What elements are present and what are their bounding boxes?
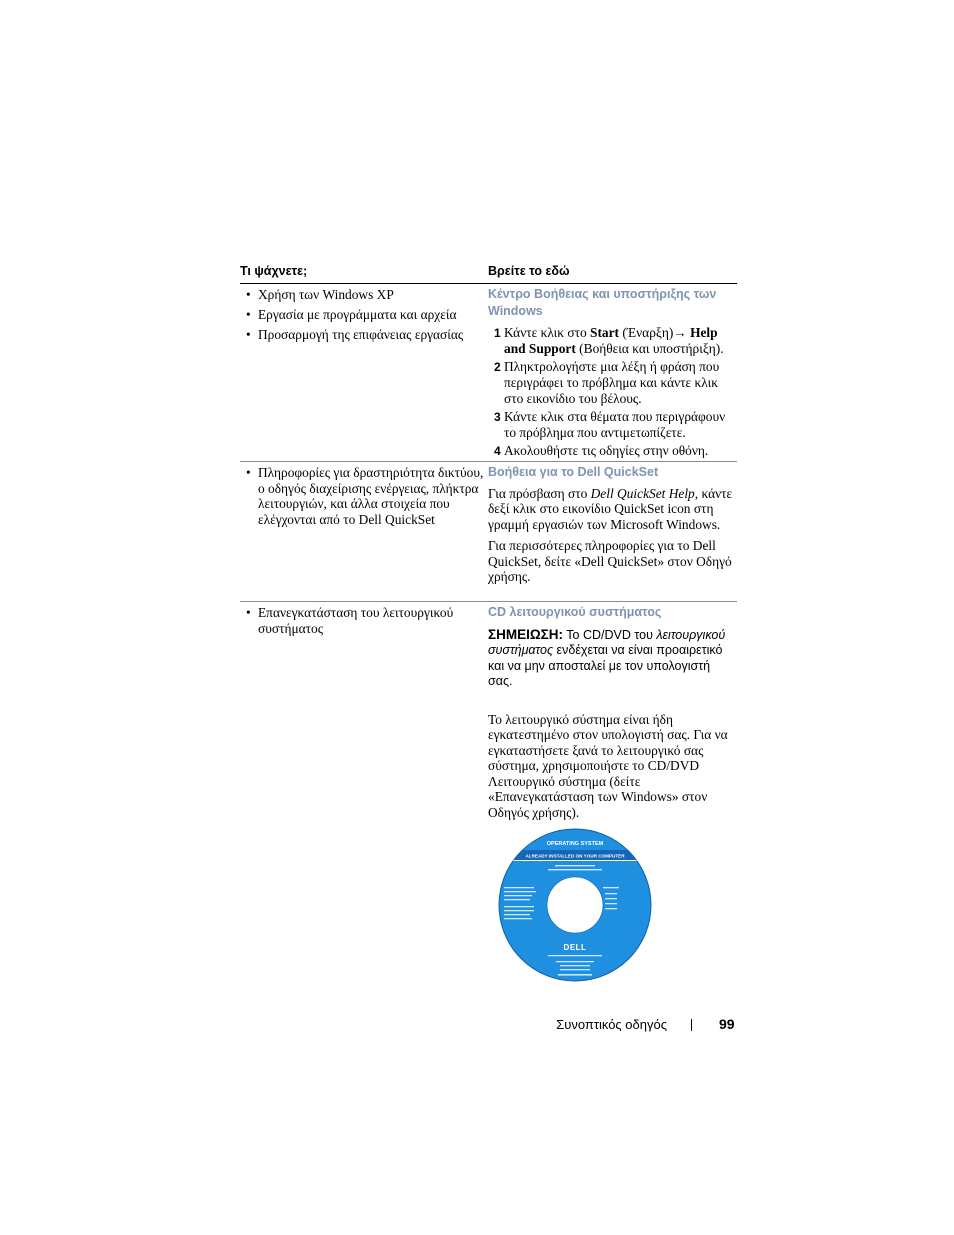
page-footer <box>0 1015 954 1035</box>
operating-system-cd-image <box>498 827 652 983</box>
topic-list <box>240 287 484 343</box>
footer-title: Συνοπτικός οδηγός <box>556 1017 667 1032</box>
info-table <box>240 262 737 992</box>
disc-top-label: OPERATING SYSTEM <box>546 841 604 847</box>
quickset-more-info-text: Για περισσότερες πληροφορίες για το Dell QuickSet, δείτε «Dell QuickSet» στον Οδηγό χρήσης. <box>488 538 732 585</box>
quickset-access-text: Για πρόσβαση στο Dell QuickSet Help, κάντε δεξί κλικ στο εικονίδιο QuickSet icon στη γραμμή εργασιών των Microsoft Windows. <box>488 485 733 532</box>
list-item: • Εργασία με προγράμματα και αρχεία <box>240 307 484 323</box>
footer-separator <box>691 1019 692 1031</box>
section-heading: CD λειτουργικού συστήματος <box>488 605 662 619</box>
disc-hub <box>547 877 603 933</box>
disc-band-label: ALREADY INSTALLED ON YOUR COMPUTER <box>525 853 625 859</box>
table-row <box>240 602 737 992</box>
topic-list <box>240 605 484 636</box>
list-item: 3 Κάντε κλικ στα θέματα που περιγράφουν το πρόβλημα που αντιμετωπίζετε. <box>494 409 726 440</box>
step-list <box>488 325 737 459</box>
disc-logo: DELL <box>563 943 587 952</box>
list-item: • Επανεγκατάσταση του λειτουργικού συστήματος <box>240 605 484 636</box>
section-heading: Κέντρο Βοήθειας και υποστήριξης των Windows <box>488 287 717 318</box>
list-item: 4 Ακολουθήστε τις οδηγίες στην οθόνη. <box>494 443 709 458</box>
list-item: • Πληροφορίες για δραστηριότητα δικτύου, ο οδηγός διαχείρισης ενέργειας, πλήκτρα λειτουργιών, και άλλα στοιχεία που ελέγχονται από το Dell QuickSet <box>240 465 484 527</box>
list-item: • Προσαρμογή της επιφάνειας εργασίας <box>240 327 484 343</box>
note-text: ΣΗΜΕΙΩΣΗ: Το CD/DVD του λειτουργικού συστήματος ενδέχεται να είναι προαιρετικό και να μην αποσταλεί με τον υπολογιστή σας. <box>488 626 726 688</box>
page-number: 99 <box>719 1016 735 1032</box>
table-row <box>240 462 737 602</box>
table-header <box>240 262 737 284</box>
column-header-where: Βρείτε το εδώ <box>488 264 570 278</box>
section-heading: Βοήθεια για το Dell QuickSet <box>488 465 659 479</box>
list-item: 2 Πληκτρολογήστε μια λέξη ή φράση που περιγράφει το πρόβλημα και κάντε κλικ στο εικονίδιο του βέλους. <box>494 359 720 406</box>
table-row <box>240 284 737 462</box>
list-item: • Χρήση των Windows XP <box>240 287 484 303</box>
list-item: 1 Κάντε κλικ στο Start (Έναρξη)→ Help and Support (Βοήθεια και υποστήριξη). <box>494 325 724 356</box>
topic-list <box>240 465 484 527</box>
column-header-what: Τι ψάχνετε; <box>240 264 308 278</box>
reinstall-text: Το λειτουργικό σύστημα είναι ήδη εγκατεστημένο στον υπολογιστή σας. Για να εγκαταστήσετε ξανά το λειτουργικό σας σύστημα, χρησιμοποιήστε το CD/DVD Λειτουργικό σύστημα (δείτε «Επανεγκατάσταση των Windows» στον Οδηγός χρήσης). <box>488 711 728 821</box>
